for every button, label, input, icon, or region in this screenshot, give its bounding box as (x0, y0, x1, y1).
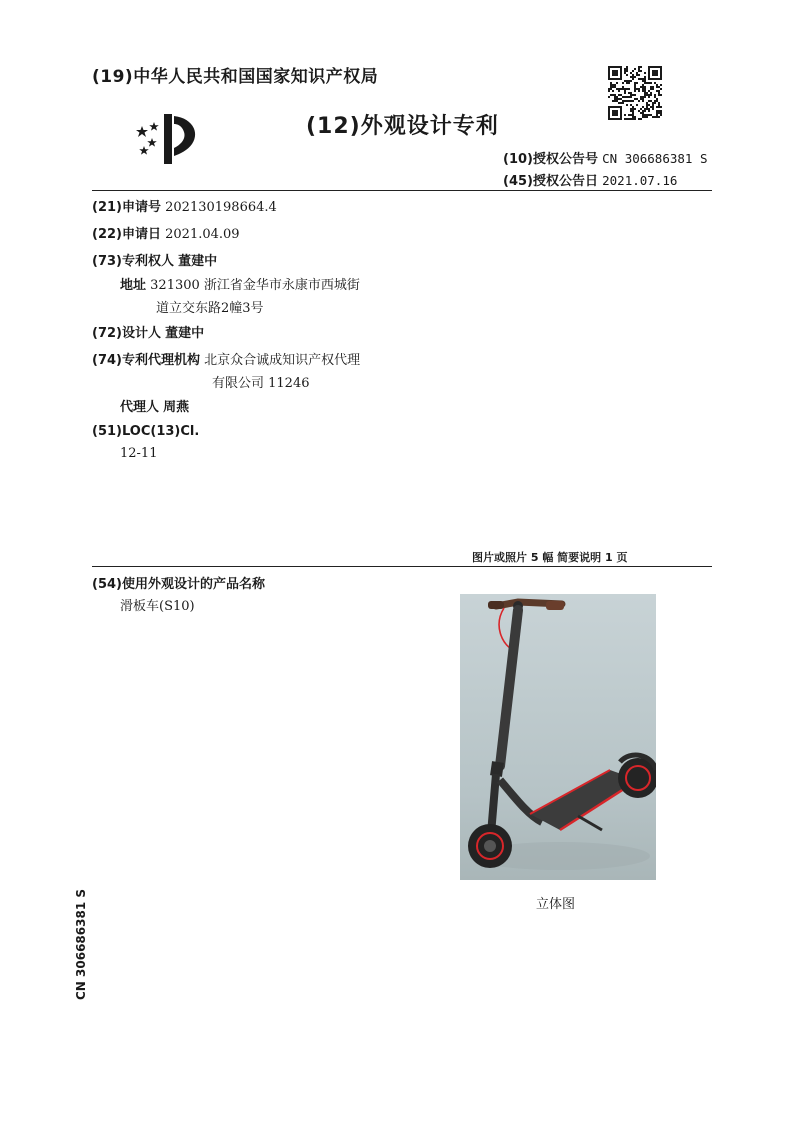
patent-owner (92, 250, 217, 269)
agency-line-2-text: 有限公司 11246 (212, 376, 310, 391)
address-line-2-text: 道立交东路2幢3号 (156, 301, 264, 316)
agent-label: 代理人 (120, 400, 160, 415)
application-date-value: 2021.04.09 (165, 227, 240, 242)
agency-line-1: 北京众合诚成知识产权代理 (204, 353, 361, 368)
address-line-1: 321300 浙江省金华市永康市西城街 (150, 278, 360, 293)
application-number (92, 196, 277, 215)
grant-pub-no-value: CN 306686381 S (602, 151, 708, 166)
loc-classification (92, 424, 199, 439)
address-line-2 (156, 297, 264, 316)
photo-caption: 立体图 (536, 897, 576, 912)
designer (92, 322, 204, 341)
loc-label: (51)LOC(13)Cl. (92, 424, 200, 439)
owner-address (120, 274, 360, 293)
product-photo (460, 594, 656, 880)
designer-value: 董建中 (165, 326, 205, 341)
header-divider (92, 190, 712, 191)
grant-publication-number (503, 148, 707, 167)
application-date-label: (22)申请日 (92, 227, 161, 242)
product-name-label-text: (54)使用外观设计的产品名称 (92, 577, 265, 592)
application-number-value: 202130198664.4 (165, 200, 277, 215)
agent-value: 周燕 (163, 400, 190, 415)
scooter-illustration (460, 594, 656, 880)
owner-label: (73)专利权人 (92, 254, 174, 269)
application-number-label: (21)申请号 (92, 200, 161, 215)
grant-pub-date-label: (45)授权公告日 (503, 174, 598, 189)
agent (120, 396, 189, 415)
product-name-label (92, 573, 265, 592)
pages-info: 图片或照片 5 幅 简要说明 1 页 (472, 551, 628, 564)
office-name: (19)中华人民共和国国家知识产权局 (92, 67, 379, 87)
application-date (92, 223, 240, 242)
section-divider (92, 566, 712, 567)
grant-publication-date (503, 170, 677, 189)
grant-pub-no-label: (10)授权公告号 (503, 152, 598, 167)
side-publication-number: CN 306686381 S (74, 889, 88, 1000)
loc-value-text: 12-11 (120, 446, 158, 461)
national-emblem-icon (130, 108, 210, 168)
grant-pub-date-value: 2021.07.16 (602, 173, 678, 188)
agency-line-2 (212, 372, 310, 391)
owner-value: 董建中 (178, 254, 218, 269)
product-name (120, 595, 195, 614)
loc-value (120, 446, 157, 461)
designer-label: (72)设计人 (92, 326, 161, 341)
patent-agency (92, 349, 360, 368)
document-type: (12)外观设计专利 (306, 114, 499, 139)
product-name-text: 滑板车(S10) (120, 599, 195, 614)
agency-label: (74)专利代理机构 (92, 353, 200, 368)
qr-code-icon (608, 66, 662, 120)
address-label: 地址 (120, 278, 147, 293)
